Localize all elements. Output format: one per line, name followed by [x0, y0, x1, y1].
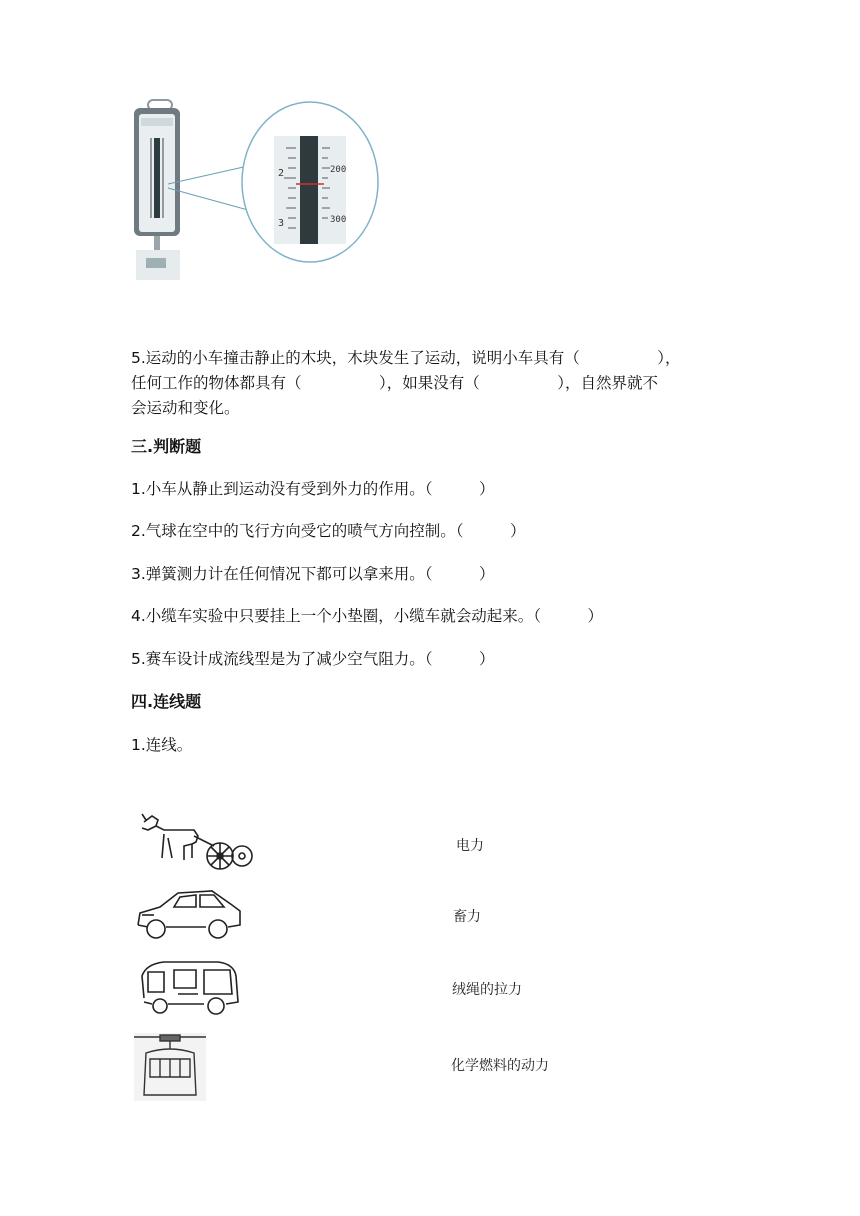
- question5-line: 5.运动的小车撞击静止的木块，木块发生了运动，说明小车具有（ ），: [131, 349, 681, 367]
- section3-title: 三.判断题: [131, 437, 202, 456]
- cable-car-image: [134, 1033, 206, 1101]
- question5-line: 任何工作的物体都具有（ ），如果没有（ ），自然界就不: [131, 374, 659, 392]
- match-label: 化学燃料的动力: [451, 1058, 549, 1074]
- zoom-scale-label: 300: [330, 215, 347, 225]
- question5-line: 会运动和变化。: [131, 399, 240, 417]
- matching-question: 1.连线。: [131, 736, 193, 754]
- match-label: 电力: [456, 838, 484, 854]
- judgement-item: 1.小车从静止到运动没有受到外力的作用。（ ）: [131, 480, 495, 498]
- car-image: [134, 885, 244, 945]
- match-label: 绒绳的拉力: [452, 982, 522, 998]
- tricycle-taxi-image: [134, 958, 244, 1020]
- judgement-item: 4.小缆车实验中只要挂上一个小垫圈，小缆车就会动起来。（ ）: [131, 607, 604, 625]
- zoom-scale-label: 200: [330, 165, 347, 175]
- horse-cart-image: [134, 812, 254, 874]
- judgement-item: 3.弹簧测力计在任何情况下都可以拿来用。（ ）: [131, 565, 495, 583]
- match-label: 畜力: [453, 909, 481, 925]
- zoom-tick-label: 3: [278, 218, 285, 229]
- judgement-item: 5.赛车设计成流线型是为了减少空气阻力。（ ）: [131, 650, 495, 668]
- judgement-item: 2.气球在空中的飞行方向受它的喷气方向控制。（ ）: [131, 522, 526, 540]
- section4-title: 四.连线题: [131, 692, 202, 711]
- spring-scale-figure: [128, 98, 388, 288]
- zoom-tick-label: 2: [278, 168, 285, 179]
